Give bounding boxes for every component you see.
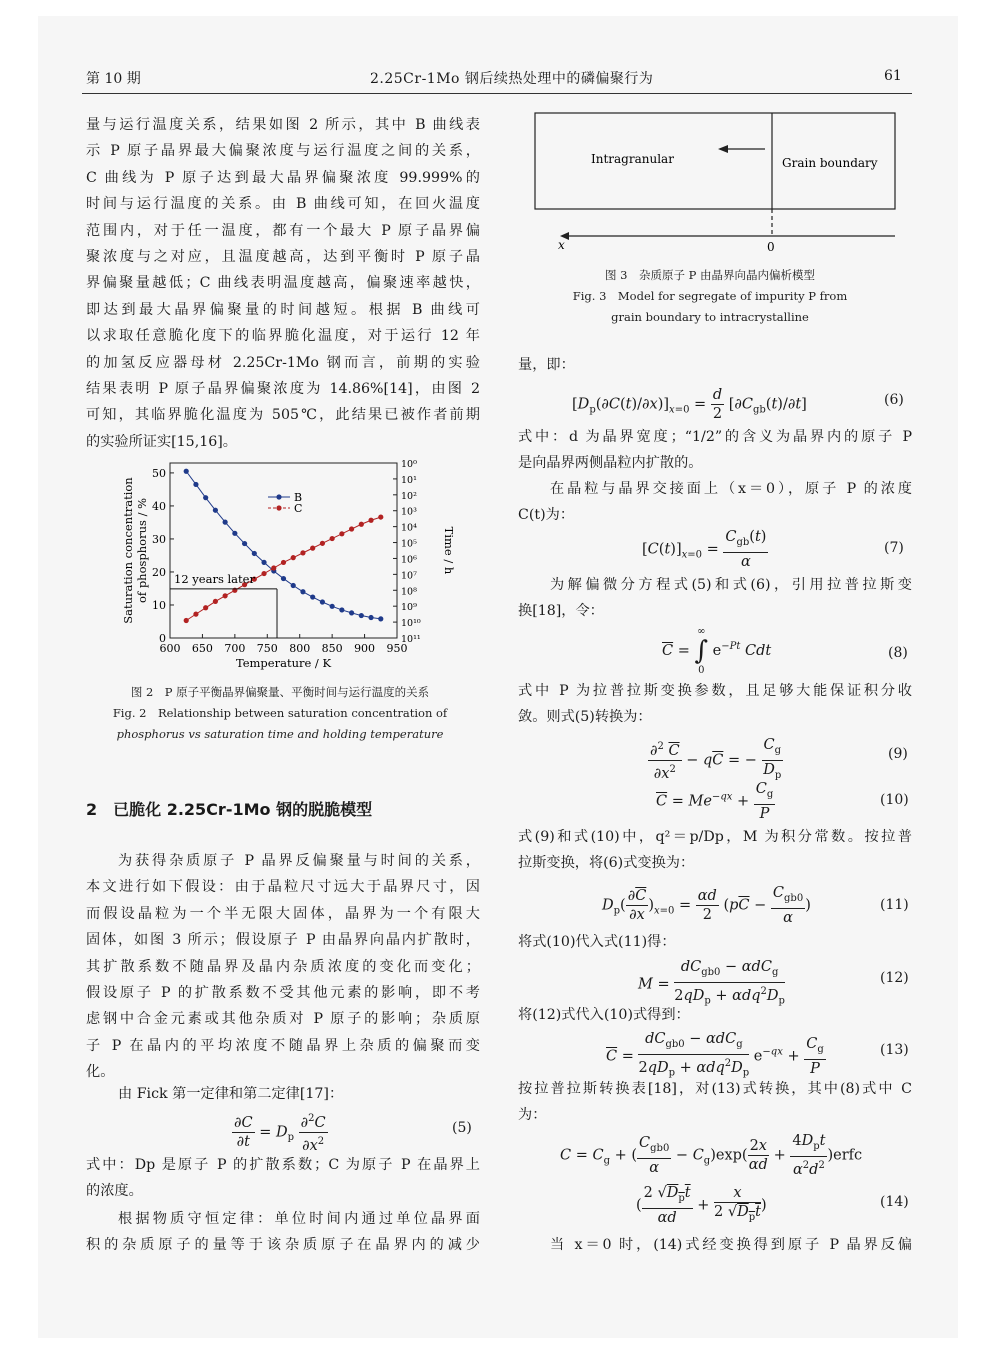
data-point-C [261,571,266,576]
grain-boundary-label: Grain boundary [782,156,878,170]
data-point-B [193,482,198,487]
q-desc-2: 拉斯变换，将(6)式变换为： [518,855,695,871]
data-point-B [242,541,247,546]
data-point-C [378,514,383,519]
intragranular-label: Intragranular [591,152,674,166]
equation-8-number: (8) [888,645,908,661]
paragraph-line: 界偏聚量越低；C 曲线表明温度越高，偏聚速率越快， [86,275,480,292]
data-point-C [223,593,228,598]
paragraph-line: 可知，其临界脆化温度为 505℃，此结果已被作者前期 [86,407,480,424]
figure-2-caption-en-1: Fig. 2 Relationship between saturation concentration of [112,706,448,720]
data-point-C [368,518,373,523]
eq6-description-2: 是向晶界两侧晶粒内扩散的。 [518,455,703,471]
data-point-C [271,565,276,570]
plot-frame [170,463,397,638]
interface-text-2: C(t)为： [518,507,575,523]
data-point-C [349,526,354,531]
annotation-label: 12 years later [174,571,255,586]
data-point-B [339,607,344,612]
equation-12-number: (12) [880,970,909,986]
data-point-B [184,469,189,474]
data-point-B [281,576,286,581]
equation-14-number: (14) [880,1194,909,1210]
data-point-C [213,599,218,604]
paragraph-line: 子 P 在晶内的平均浓度不随晶界上杂质的偏聚而变 [86,1037,480,1054]
data-point-B [310,594,315,599]
laplace-table-text-2: 为： [518,1107,547,1123]
y-right-tick-label: 10¹ [401,474,417,486]
equation-13: $\overline{C}$ = $\frac{dC_{gb0} - \alpha dC_g}{2qD_p + \alpha dq^2D_p}$ $e^{-qx}$ + $\frac{C_g}{P}$ [606,1031,824,1079]
data-point-B [232,531,237,536]
figure-3-caption-cn: 图 3 杂质原子 P 由晶界向晶内偏析模型 [604,268,816,282]
paragraph-line: 时间与运行温度的关系。由 B 曲线可知，在回火温度 [86,196,480,213]
q-desc-1: 式(9)和式(10)中，q²＝p/Dp，M 为积分常数。按拉普 [518,829,912,845]
data-point-B [300,589,305,594]
x-axis-label: Temperature / K [235,656,332,670]
x-tick-label: 900 [354,642,376,655]
interface-text-1: 在晶粒与晶界交接面上（x＝0），原子 P 的浓度 [550,481,912,497]
data-point-B [252,551,257,556]
y-axis-label-1: Saturation concentration [121,477,135,624]
y-tick-label: 10 [152,598,166,612]
eq5-description-2: 的浓度。 [86,1183,143,1199]
equation-6-number: (6) [884,392,904,408]
data-point-B [213,508,218,513]
paragraph-line: 的实验所证实[15,16]。 [86,433,237,450]
equation-8: $\overline{C}$ = ∞ ∫ 0 $e^{-Pt}$ Cdt [662,626,772,676]
data-point-C [184,618,189,623]
laplace-text-2: 换[18]，令： [518,603,604,619]
figure-2-caption-cn: 图 2 P 原子平衡晶界偏聚量、平衡时间与运行温度的关系 [130,685,430,699]
eq5-description-1: 式中：Dp 是原子 P 的扩散系数；C 为原子 P 在晶界上 [86,1157,480,1173]
param-desc-2: 敛。则式(5)转换为： [518,709,652,725]
arrow-head-icon [718,145,728,153]
equation-13-number: (13) [880,1042,909,1058]
figure-2-caption-en-2: phosphorus vs saturation time and holding temperature [116,727,444,741]
y-tick-label: 0 [159,632,166,645]
origin-label: 0 [767,240,775,254]
data-point-B [330,604,335,609]
right-last-line: 当 x＝0 时，(14)式经变换得到原子 P 晶界反偏 [550,1237,912,1253]
equation-12: M = $\frac{dC_{gb0} - \alpha dC_g}{2qD_p + \alpha dq^2D_p}$ [638,959,785,1007]
y-axis-label-2: of phosphorus / % [135,497,149,604]
y-right-tick-label: 10⁴ [401,522,417,534]
paragraph-line: 即达到最大晶界偏聚量的时间越短。根据 B 曲线可 [86,301,480,318]
paragraph-line: 而假设晶粒为一个半无限大固体，晶界为一个有限大 [86,905,480,922]
data-point-C [291,555,296,560]
data-point-C [339,531,344,536]
fick-intro: 由 Fick 第一定律和第二定律[17]： [118,1086,344,1102]
mass-conservation-2: 积的杂质原子的量等于该杂质原子在晶界内的减少 [86,1237,480,1253]
equation-5-number: (5) [452,1120,472,1136]
data-point-B [261,560,266,565]
y-tick-label: 50 [152,466,166,480]
data-point-B [291,583,296,588]
substitute-12-10: 将(12)式代入(10)式得到： [518,1007,690,1023]
chart-axes [121,459,456,670]
x-tick-label: 850 [321,642,343,655]
section-2-title: 2 已脆化 2.25Cr-1Mo 钢的脱脆模型 [86,800,373,819]
y-right-tick-label: 10¹⁰ [401,618,421,630]
equation-14-line-1: $C = C_g$ + ( $\frac{C_{gb0}}{\alpha}$ − $C_g)\exp$( $\frac{2x}{\alpha d}$ + $\frac{4D_pt}{\alpha^2d^2}$ )erfc [560,1133,863,1178]
equation-7: $[C(t)]_{x=0}$ = $\frac{C_{gb}(t)}{\alpha}$ [642,529,767,570]
data-point-C [281,560,286,565]
y-tick-label: 20 [152,565,166,579]
paragraph-line: 固体，如图 3 所示；假设原子 P 由晶界向晶内扩散时， [86,932,480,949]
equation-10: $\overline{C} = Me^{-qx}$ + $\frac{C_g}{P}$ [656,781,774,822]
x-tick-label: 750 [256,642,278,655]
figure-3-caption-en-2: grain boundary to intracrystalline [611,310,809,324]
paragraph-line: 为获得杂质原子 P 晶界反偏聚量与时间的关系， [118,853,480,869]
y-right-axis-label: Time / h [442,526,456,575]
data-point-C [359,522,364,527]
equation-9: $\frac{\partial^2 \overline{C}}{\partial x^2}$ − $q\overline{C}$ = − $\frac{C_g}{D_p}$ [650,737,782,782]
equation-9-number: (9) [888,746,908,762]
param-desc-1: 式中 P 为拉普拉斯变换参数，且足够大能保证积分收 [518,683,912,699]
legend-label-C: C [294,502,303,515]
paragraph-line: 示 P 原子晶界最大偏聚浓度与运行温度之间的关系， [86,143,480,160]
data-point-B [320,599,325,604]
equation-11-number: (11) [880,897,909,913]
paragraph-line: 其扩散系数不随晶界及晶内杂质浓度的变化而变化； [86,958,480,975]
header-rule [82,93,912,94]
equation-7-number: (7) [884,540,904,556]
y-right-tick-label: 10¹¹ [401,634,421,645]
y-right-tick-label: 10⁷ [401,570,417,582]
data-point-B [368,615,373,620]
series-line-C [186,517,381,620]
equation-14-line-2: ( $\frac{2 √D_pt}{\alpha d}$ + $\frac{x}{2 √D_pt}$ ) [636,1185,767,1226]
data-point-C [300,550,305,555]
data-point-C [203,605,208,610]
figure-3-diagram [520,105,920,265]
issue-number: 第 10 期 [86,71,141,87]
laplace-table-text-1: 按拉普拉斯转换表[18]，对(13)式转换，其中(8)式中 C [518,1081,912,1097]
y-right-tick-label: 10² [401,490,417,502]
data-point-B [378,616,383,621]
y-right-tick-label: 10⁶ [401,554,417,566]
legend-marker-B [276,494,281,499]
x-tick-label: 650 [191,642,213,655]
x-tick-label: 800 [289,642,311,655]
paragraph-line: 范围内，对于任一温度，都有一个最大 P 原子晶界偏 [86,222,480,239]
y-right-tick-label: 10⁸ [401,586,417,598]
equation-5: $\frac{\partial C}{\partial t}$ = $D_p$ $\frac{\partial^2C}{\partial x^2}$ [232,1110,328,1155]
x-tick-label: 950 [386,642,408,655]
y-tick-label: 30 [152,532,166,546]
y-right-tick-label: 10⁵ [401,538,417,550]
x-axis-label: x [558,238,565,252]
equation-10-number: (10) [880,792,909,808]
substitute-10-11: 将式(10)代入式(11)得： [518,934,676,950]
paragraph-line: 假设原子 P 的扩散系数不受其他元素的影响，即不考 [86,985,480,1001]
data-point-B [223,520,228,525]
paragraph-line: 的加氢反应器母材 2.25Cr-1Mo 钢而言，前期的实验 [86,354,480,371]
figure-3-caption-en-1: Fig. 3 Model for segregate of impurity P from [572,289,848,303]
figure-2-chart [110,455,456,675]
x-tick-label: 700 [224,642,246,655]
chart-marks [170,469,383,638]
data-point-B [349,610,354,615]
paragraph-line: 量与运行温度关系，结果如图 2 所示，其中 B 曲线表 [86,117,480,133]
y-right-tick-label: 10⁹ [401,602,417,614]
series-line-B [186,471,381,619]
x-tick-label: 600 [159,642,181,655]
laplace-text-1: 为解偏微分方程式(5)和式(6)，引用拉普拉斯变 [550,577,912,593]
paragraph-line: 结果表明 P 原子晶界偏聚浓度为 14.86%[14]，由图 2 [86,381,480,397]
data-point-B [203,495,208,500]
page-number: 61 [884,68,902,84]
y-right-tick-label: 10⁰ [401,459,417,470]
data-point-C [330,536,335,541]
y-tick-label: 40 [152,499,166,513]
paragraph-line: 化。 [86,1064,115,1081]
right-quantity-text: 量，即： [518,357,575,373]
equation-6: $[D_p(\partial C(t)/\partial x)]_{x=0}$ = $\frac{d}{2}$ $[\partial C_{gb}(t)/\partial t]$ [572,387,807,422]
running-title: 2.25Cr-1Mo 钢后续热处理中的磷偏聚行为 [370,71,654,87]
equation-11: $D_p$( $\frac{\partial\overline{C}}{\partial x}$ )$_{x=0}$ = $\frac{\alpha d}{2}$ ($p\overline{C}$ − $\frac{C_{gb0}}{\alpha}$ ) [602,885,811,926]
data-point-B [359,613,364,618]
data-point-C [310,546,315,551]
paragraph-line: 聚浓度与之对应，且温度越高，达到平衡时 P 原子晶 [86,249,480,265]
legend-label-B: B [294,491,303,504]
data-point-C [320,541,325,546]
paragraph-line: 虑钢中合金元素或其他杂质对 P 原子的影响；杂质原 [86,1011,480,1028]
y-right-tick-label: 10³ [401,506,417,518]
mass-conservation-1: 根据物质守恒定律：单位时间内通过单位晶界面 [118,1211,480,1227]
paragraph-line: 以求取任意脆化度下的临界脆化温度，对于运行 12 年 [86,328,480,345]
eq6-description-1: 式中：d 为晶界宽度；“1/2”的含义为晶界内的原子 P [518,429,912,445]
paragraph-line: 本文进行如下假设：由于晶粒尺寸远大于晶界尺寸，因 [86,879,480,896]
legend-marker-C [276,505,281,510]
data-point-C [193,612,198,617]
paragraph-line: C 曲线为 P 原子达到最大晶界偏聚浓度 99.999%的 [86,169,480,186]
